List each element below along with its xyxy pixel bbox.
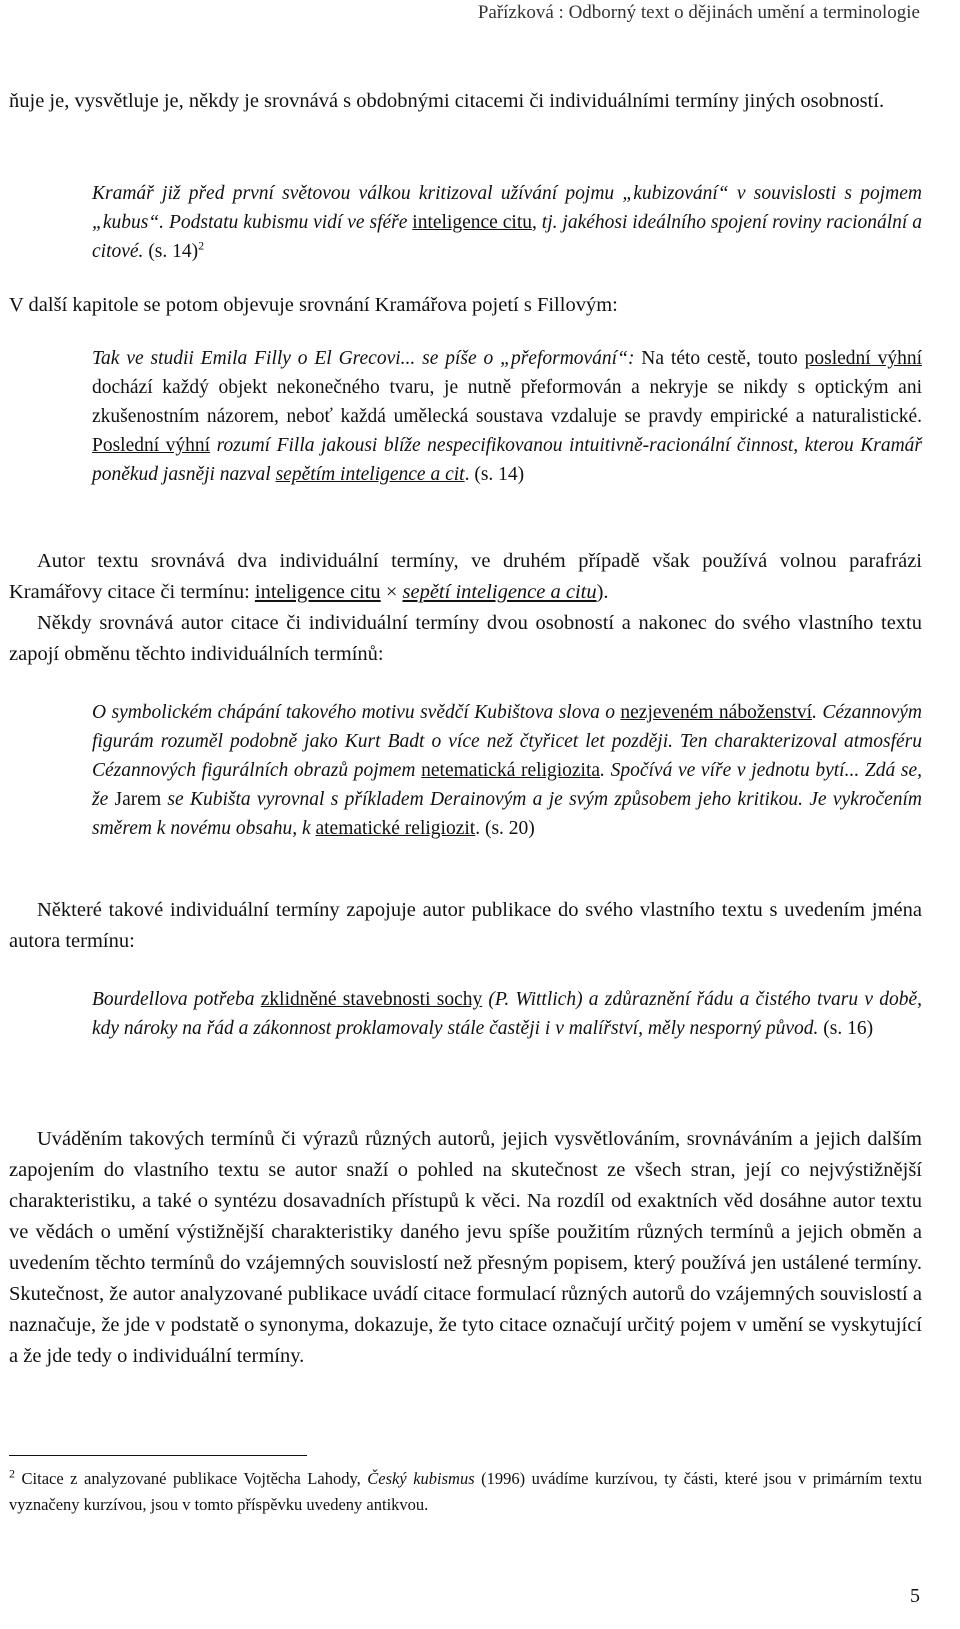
footnote-divider (9, 1455, 307, 1456)
quote-text: dochází každý objekt nekonečného tvaru, je nutně přeformován a nekryje se nikdy s optickým ani zkušenostním názorem, neboť každá umělecká soustava vzdaluje se pravdy empirické a naturalistické. (92, 377, 922, 427)
term-netematicka-religiozita: netematická religiozita (421, 760, 601, 781)
body-text: ). (596, 581, 609, 603)
footnote-book-title: Český kubismus (367, 1469, 475, 1488)
quote-bourdelle (92, 985, 922, 1043)
quote-text: . Cézannovým figurám rozuměl podobně jako Kurt Badt o více než čtyřicet let později. Ten charakterizoval atmosféru Cézannových figurálních obrazů pojmem (92, 702, 922, 781)
quote-text: Bourdellova potřeba (92, 989, 261, 1010)
paragraph-conclusion: Uváděním takových termínů či výrazů různých autorů, jejich vysvětlováním, srovnáváním a jejich dalším zapojením do vlastního textu se autor snaží o pohled na skutečnost ze všech stran, její co nejvýstižnější charakteristiku, a také o syntézu dosavadních přístupů k věci. Na rozdíl od exaktních věd dosáhne autor textu ve vědách o umění výstižnější charakteristiky daného jevu spíše použitím různých termínů a jejich obměn a uvedením těchto termínů do vzájemných souvislostí než přesným popisem, který používá jen ustálené termíny. Skutečnost, že autor analyzované publikace uvádí citace formulací různých autorů do vzájemných souvislostí a naznačuje, že jde v podstatě o synonyma, dokazuje, že tyto citace označují určitý pojem v umění se vyskytující a že jde tedy o individuální termíny. (9, 1128, 922, 1367)
citation: (s. 14) (143, 241, 199, 262)
term-inteligence-citu: inteligence citu (412, 212, 532, 233)
quote-text: Tak ve studii Emila Filly o El Grecovi... se píše o „přeformování“: (92, 348, 635, 369)
term-posledni-vyhni: Poslední výhní (92, 435, 211, 456)
quote-text: O symbolickém chápání takového motivu svědčí Kubištova slova o (92, 702, 621, 723)
times-symbol: × (380, 581, 403, 603)
paragraph-continuation: ňuje je, vysvětluje je, někdy je srovnává s obdobnými citacemi či individuálními termíny jiných osobností. (9, 90, 885, 112)
work-title: Jarem (114, 789, 162, 810)
footnote-text: (1996) uvádíme kurzívou, ty části, které jsou v primárním textu vyznačeny kurzívou, jsou v tomto příspěvku uvedeny antikvou. (9, 1469, 922, 1514)
page-number: 5 (910, 1585, 920, 1607)
footnote-text: Citace z analyzované publikace Vojtěcha Lahody, (15, 1469, 368, 1488)
paragraph-comparison (9, 546, 922, 608)
quote-kramar (92, 179, 922, 266)
term-zklidnene-stavebnosti: zklidněné stavebnosti sochy (260, 989, 483, 1010)
quote-text: rozumí Filla jakousi blíže nespecifikovanou intuitivně-racionální činnost, kterou Kramář poněkud jasněji nazval (92, 435, 922, 485)
quote-text: se Kubišta vyrovnal s příkladem Derainovým a je svým způsobem jeho kritikou. Je vykročením směrem k novému obsahu, k (92, 789, 922, 839)
quote-text: (P. Wittlich) a zdůraznění řádu a čistého tvaru v době, kdy nároky na řád a zákonnost proklamovaly stále častěji i v malířství, měly nesporný původ. (92, 989, 922, 1039)
term-sepeti: sepětím inteligence a cit (275, 464, 465, 485)
term-atematicka-religiozit: atematické religiozit (315, 818, 476, 839)
quote-kubista (92, 698, 922, 843)
quote-text: , tj. jakéhosi ideálního spojení roviny racionální a citové. (92, 212, 922, 262)
citation: (s. 16) (818, 1018, 874, 1039)
quote-text: . Spočívá ve víře v jednotu bytí... Zdá se, že (92, 760, 922, 810)
paragraph-authors: Některé takové individuální termíny zapojuje autor publikace do svého vlastního textu s uvedením jména autora termínu: (9, 899, 922, 952)
paragraph-two-persons: Někdy srovnává autor citace či individuální termíny dvou osobností a nakonec do svého vlastního textu zapojí obměnu těchto individuálních termínů: (9, 612, 922, 665)
term-posledni-vyhni: poslední výhní (804, 348, 922, 369)
term-sepeti: sepětí inteligence a citu (402, 581, 597, 603)
footnote-marker: 2 (9, 1466, 15, 1481)
citation: . (s. 20) (475, 818, 535, 839)
paragraph-filla-intro: V další kapitole se potom objevuje srovnání Kramářova pojetí s Fillovým: (9, 294, 618, 316)
footnote-ref: 2 (198, 238, 205, 253)
running-header: Pařízková : Odborný text o dějinách umění a terminologie (477, 2, 920, 23)
quote-text: Kramář již před první světovou válkou kritizoval užívání pojmu „kubizování“ v souvislosti s pojmem „kubus“. Podstatu kubismu vidí ve sféře (92, 183, 922, 233)
quote-filla (92, 344, 922, 489)
footnote (9, 1466, 922, 1518)
term-inteligence-citu: inteligence citu (254, 581, 381, 603)
quote-text: Na této cestě, touto (634, 348, 805, 369)
body-text: Autor textu srovnává dva individuální termíny, ve druhém případě však používá volnou parafrázi Kramářovy citace či termínu: (9, 550, 922, 603)
term-nezjevene-nabozenstvi: nezjeveném náboženství (620, 702, 813, 723)
citation: . (s. 14) (464, 464, 525, 485)
